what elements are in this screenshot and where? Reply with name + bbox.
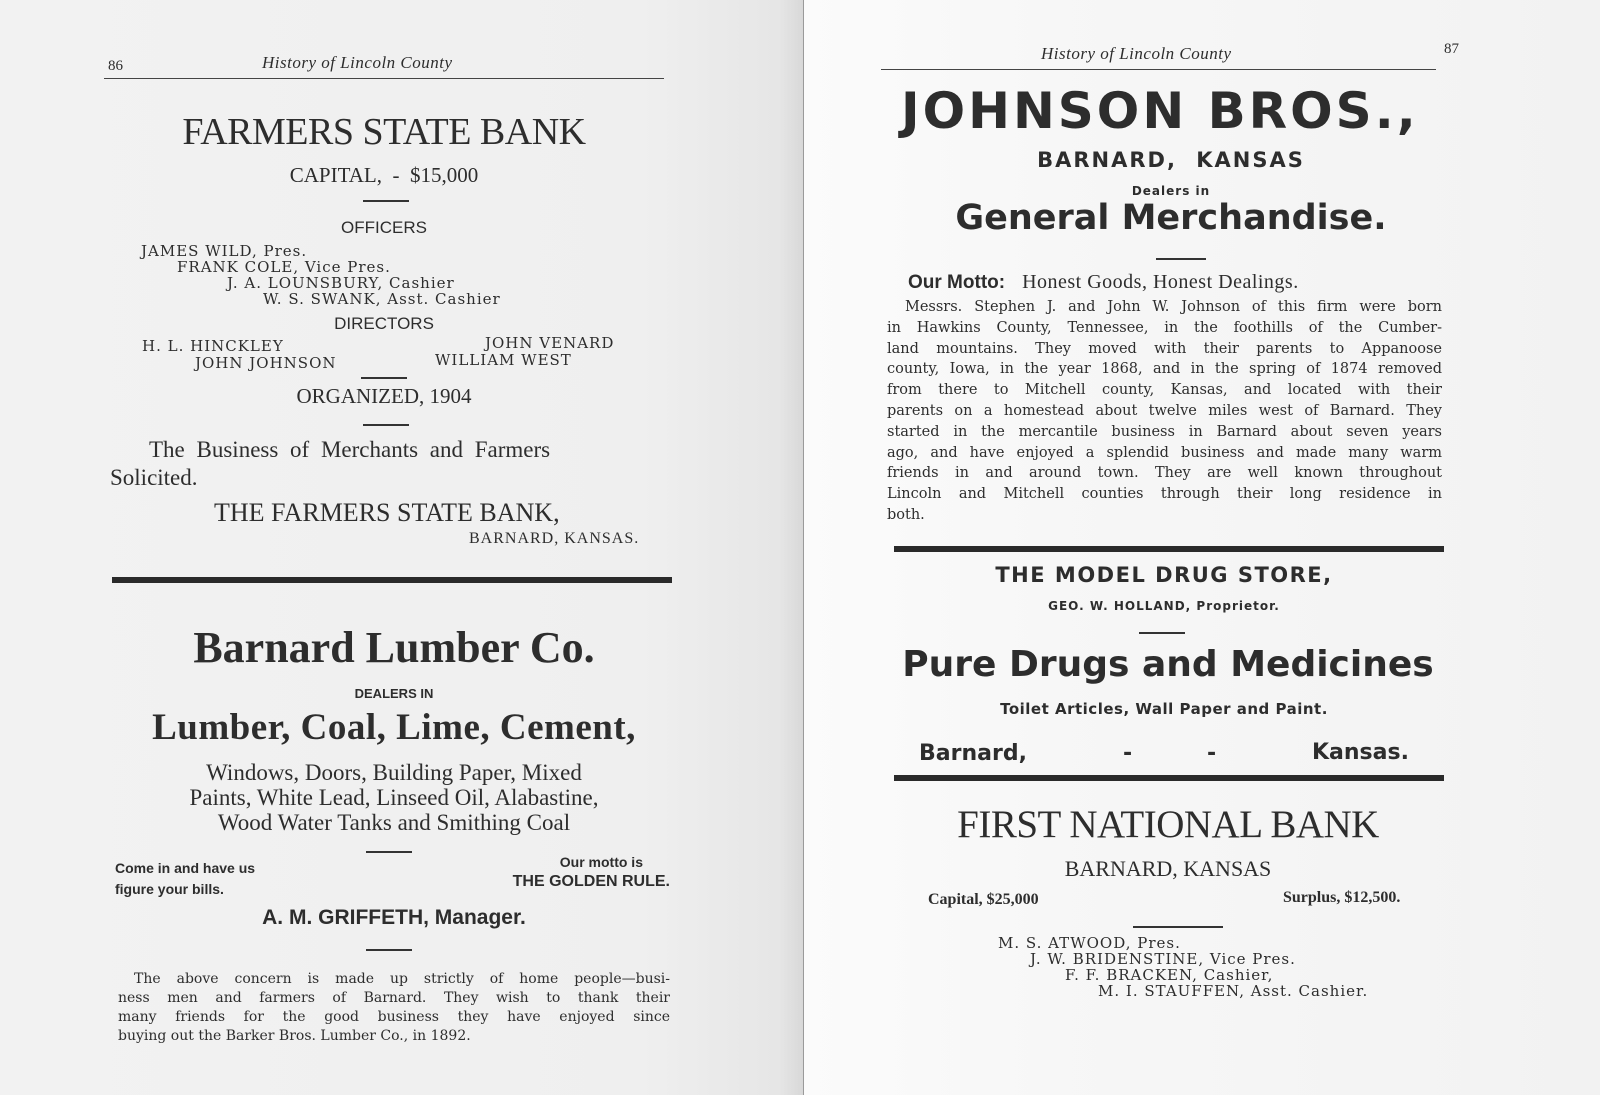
left-note: Come in and have us figure your bills. bbox=[115, 860, 256, 897]
section-divider bbox=[894, 546, 1444, 552]
johnson-business: General Merchandise. bbox=[955, 198, 1387, 238]
divider bbox=[1139, 632, 1185, 634]
page-number: 87 bbox=[1444, 41, 1459, 57]
drug-store-proprietor: GEO. W. HOLLAND, Proprietor. bbox=[1048, 599, 1280, 613]
officer: FRANK COLE, Vice Pres. bbox=[177, 258, 391, 276]
divider bbox=[366, 851, 412, 853]
header-rule bbox=[104, 78, 664, 79]
solicitation-text: The Business of Merchants and Farmers bbox=[149, 437, 551, 462]
dealers-in: Dealers in bbox=[1131, 184, 1211, 198]
right-note: Our motto is THE GOLDEN RULE. bbox=[512, 854, 670, 890]
drug-city: Barnard, bbox=[919, 741, 1027, 766]
running-head: History of Lincoln County bbox=[262, 53, 453, 72]
dash: - bbox=[1207, 741, 1217, 766]
officer: W. S. SWANK, Asst. Cashier bbox=[263, 290, 501, 308]
fnb-capital: Capital, $25,000 bbox=[928, 891, 1039, 908]
fnb-location: BARNARD, KANSAS bbox=[1064, 856, 1272, 881]
dash: - bbox=[1123, 741, 1133, 766]
director: WILLIAM WEST bbox=[435, 351, 572, 369]
solicitation-text: Solicited. bbox=[110, 465, 198, 490]
officer: J. A. LOUNSBURY, Cashier bbox=[227, 274, 455, 292]
motto-text: Honest Goods, Honest Dealings. bbox=[1022, 271, 1299, 293]
director: JOHN VENARD bbox=[485, 334, 615, 352]
fnb-officer: J. W. BRIDENSTINE, Vice Pres. bbox=[1030, 950, 1296, 968]
johnson-title: JOHNSON BROS., bbox=[901, 82, 1419, 140]
director: JOHN JOHNSON bbox=[195, 354, 337, 372]
fnb-title: FIRST NATIONAL BANK bbox=[957, 803, 1379, 846]
divider bbox=[1156, 258, 1206, 260]
bank-title: FARMERS STATE BANK bbox=[182, 111, 586, 153]
page-number: 86 bbox=[108, 58, 123, 74]
lumber-title: Barnard Lumber Co. bbox=[193, 623, 595, 672]
product-line: Windows, Doors, Building Paper, Mixed bbox=[206, 760, 582, 785]
bank-signature: THE FARMERS STATE BANK, bbox=[214, 498, 560, 527]
fnb-officer: M. I. STAUFFEN, Asst. Cashier. bbox=[1098, 982, 1369, 1000]
bank-capital: CAPITAL, - $15,000 bbox=[289, 163, 479, 187]
motto-label: Our Motto: bbox=[908, 272, 1006, 293]
lumber-description: The above concern is made up strictly of home people—busi- ness men and farmers of Barnard. They wish to thank their many friends for the good business they have enjoyed since buying out the Barker Bros. Lumber Co., in 1892. bbox=[118, 971, 670, 1044]
officers-heading: OFFICERS bbox=[341, 218, 427, 237]
johnson-location: BARNARD, KANSAS bbox=[1037, 148, 1305, 172]
section-divider bbox=[112, 577, 672, 583]
motto-line bbox=[908, 271, 1299, 294]
organized-year: ORGANIZED, 1904 bbox=[296, 384, 472, 408]
fnb-officer: F. F. BRACKEN, Cashier, bbox=[1065, 966, 1274, 984]
product-line: Wood Water Tanks and Smithing Coal bbox=[217, 810, 571, 835]
drug-state: Kansas. bbox=[1312, 740, 1409, 765]
divider bbox=[363, 200, 409, 202]
section-divider bbox=[894, 775, 1444, 781]
header-rule bbox=[881, 69, 1436, 70]
johnson-description: Messrs. Stephen J. and John W. Johnson of this firm were born in Hawkins County, Tennessee, in the foothills of the Cumber- land mountains. They moved with their parents to Appanoose county, Iowa, in the year 1868, and in the spring of 1874 removed from there to Mitchell county, Kansas, and located with their parents on a homestead about twelve miles west of Barnard. They started in the mercantile business in Barnard about seven years ago, and have enjoyed a splendid business and made many warm friends in and around town. They are well known throughout Lincoln and Mitchell counties through their long residence in both. bbox=[887, 299, 1442, 523]
director: H. L. HINCKLEY bbox=[142, 337, 284, 355]
directors-heading: DIRECTORS bbox=[334, 314, 434, 333]
divider bbox=[1133, 926, 1223, 928]
drug-products: Toilet Articles, Wall Paper and Paint. bbox=[1000, 700, 1328, 718]
officer: JAMES WILD, Pres. bbox=[141, 242, 308, 260]
bank-location: BARNARD, KANSAS. bbox=[469, 530, 640, 547]
right-page bbox=[803, 0, 1600, 1095]
fnb-surplus: Surplus, $12,500. bbox=[1283, 889, 1401, 906]
manager-name: A. M. GRIFFETH, Manager. bbox=[262, 906, 526, 929]
running-head: History of Lincoln County bbox=[1041, 44, 1232, 63]
drug-headline: Pure Drugs and Medicines bbox=[902, 644, 1434, 685]
fnb-officer: M. S. ATWOOD, Pres. bbox=[998, 934, 1181, 952]
dealers-in: DEALERS IN bbox=[354, 686, 434, 701]
divider bbox=[363, 424, 409, 426]
product-line: Paints, White Lead, Linseed Oil, Alabastine, bbox=[189, 785, 599, 810]
divider bbox=[361, 377, 407, 379]
drug-store-title: THE MODEL DRUG STORE, bbox=[995, 563, 1333, 587]
main-products: Lumber, Coal, Lime, Cement, bbox=[152, 707, 636, 748]
divider bbox=[366, 949, 412, 951]
